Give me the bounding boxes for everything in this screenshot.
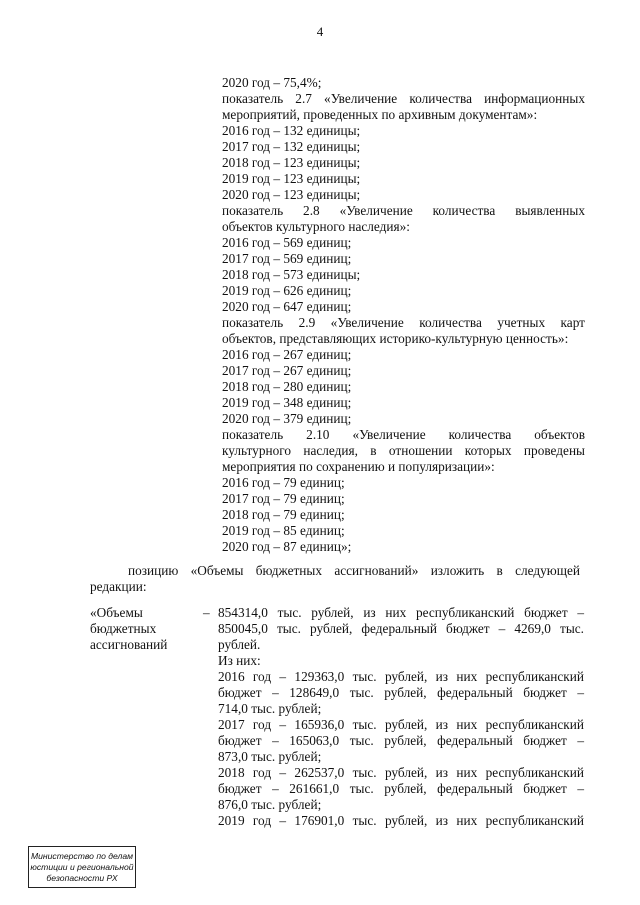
table-right-line: 2018 год – 262537,0 тыс. рублей, из них республиканский — [218, 765, 584, 780]
indicator-line: 2020 год – 123 единицы; — [222, 187, 361, 202]
indicator-line: мероприятий, проведенных по архивным документам»: — [222, 107, 538, 122]
indicator-line: 2018 год – 79 единиц; — [222, 507, 345, 522]
stamp-line-2: юстиции и региональной — [30, 862, 134, 872]
table-right-line: 876,0 тыс. рублей; — [218, 797, 322, 812]
indicator-line: 2016 год – 569 единиц; — [222, 235, 352, 250]
indicator-line: 2016 год – 132 единицы; — [222, 123, 361, 138]
table-dash: – — [203, 605, 210, 620]
indicator-line: 2020 год – 75,4%; — [222, 75, 322, 90]
table-right-line: бюджет – 128649,0 тыс. рублей, федеральный бюджет – — [218, 685, 584, 700]
indicator-line: 2017 год – 132 единицы; — [222, 139, 361, 154]
table-left-line: ассигнований — [90, 637, 168, 652]
table-left-line: «Объемы — [90, 605, 143, 620]
table-right-line: 873,0 тыс. рублей; — [218, 749, 322, 764]
stamp-line-3: безопасности РХ — [46, 873, 118, 883]
indicator-line: показатель 2.7 «Увеличение количества информационных — [222, 91, 585, 106]
table-right-line: 850045,0 тыс. рублей, федеральный бюджет – 4269,0 тыс. — [218, 621, 584, 636]
table-right-line: 2017 год – 165936,0 тыс. рублей, из них республиканский — [218, 717, 584, 732]
table-right-line: 2016 год – 129363,0 тыс. рублей, из них республиканский — [218, 669, 584, 684]
indicator-line: 2017 год – 569 единиц; — [222, 251, 352, 266]
table-right-line: бюджет – 261661,0 тыс. рублей, федеральный бюджет – — [218, 781, 584, 796]
page-number: 4 — [316, 24, 324, 39]
indicator-line: культурного наследия, в отношении которых проведены — [222, 443, 585, 458]
indicator-line: показатель 2.10 «Увеличение количества объектов — [222, 427, 585, 442]
indicator-line: 2020 год – 379 единиц; — [222, 411, 352, 426]
table-right-line: бюджет – 165063,0 тыс. рублей, федеральный бюджет – — [218, 733, 584, 748]
indicator-line: 2018 год – 280 единиц; — [222, 379, 352, 394]
indicator-line: 2017 год – 267 единиц; — [222, 363, 352, 378]
table-right-line: 854314,0 тыс. рублей, из них республиканский бюджет – — [218, 605, 584, 620]
table-right-line: рублей. — [218, 637, 261, 652]
indicator-line: 2019 год – 123 единицы; — [222, 171, 361, 186]
indicator-line: показатель 2.9 «Увеличение количества учетных карт — [222, 315, 585, 330]
indicator-line: 2019 год – 626 единиц; — [222, 283, 352, 298]
table-right-line: 2019 год – 176901,0 тыс. рублей, из них республиканский — [218, 813, 584, 828]
indicator-line: 2020 год – 647 единиц; — [222, 299, 352, 314]
indicator-line: 2020 год – 87 единиц»; — [222, 539, 352, 554]
indicator-line: объектов, представляющих историко-культурную ценность»: — [222, 331, 569, 346]
paragraph-line-2: редакции: — [90, 579, 147, 594]
indicator-line: 2019 год – 348 единиц; — [222, 395, 352, 410]
indicator-line: объектов культурного наследия»: — [222, 219, 410, 234]
indicator-line: 2018 год – 573 единицы; — [222, 267, 361, 282]
table-right-line: 714,0 тыс. рублей; — [218, 701, 322, 716]
stamp-line-1: Министерство по делам — [30, 851, 134, 861]
indicator-line: 2017 год – 79 единиц; — [222, 491, 345, 506]
indicator-line: 2019 год – 85 единиц; — [222, 523, 345, 538]
table-right-line: Из них: — [218, 653, 261, 668]
indicator-line: показатель 2.8 «Увеличение количества выявленных — [222, 203, 585, 218]
indicator-line: мероприятия по сохранению и популяризации»: — [222, 459, 495, 474]
indicator-line: 2018 год – 123 единицы; — [222, 155, 361, 170]
registration-stamp — [28, 846, 136, 888]
indicator-line: 2016 год – 267 единиц; — [222, 347, 352, 362]
table-left-line: бюджетных — [90, 621, 157, 636]
indicator-line: 2016 год – 79 единиц; — [222, 475, 345, 490]
paragraph-line-1: позицию «Объемы бюджетных ассигнований» изложить в следующей — [128, 563, 580, 578]
